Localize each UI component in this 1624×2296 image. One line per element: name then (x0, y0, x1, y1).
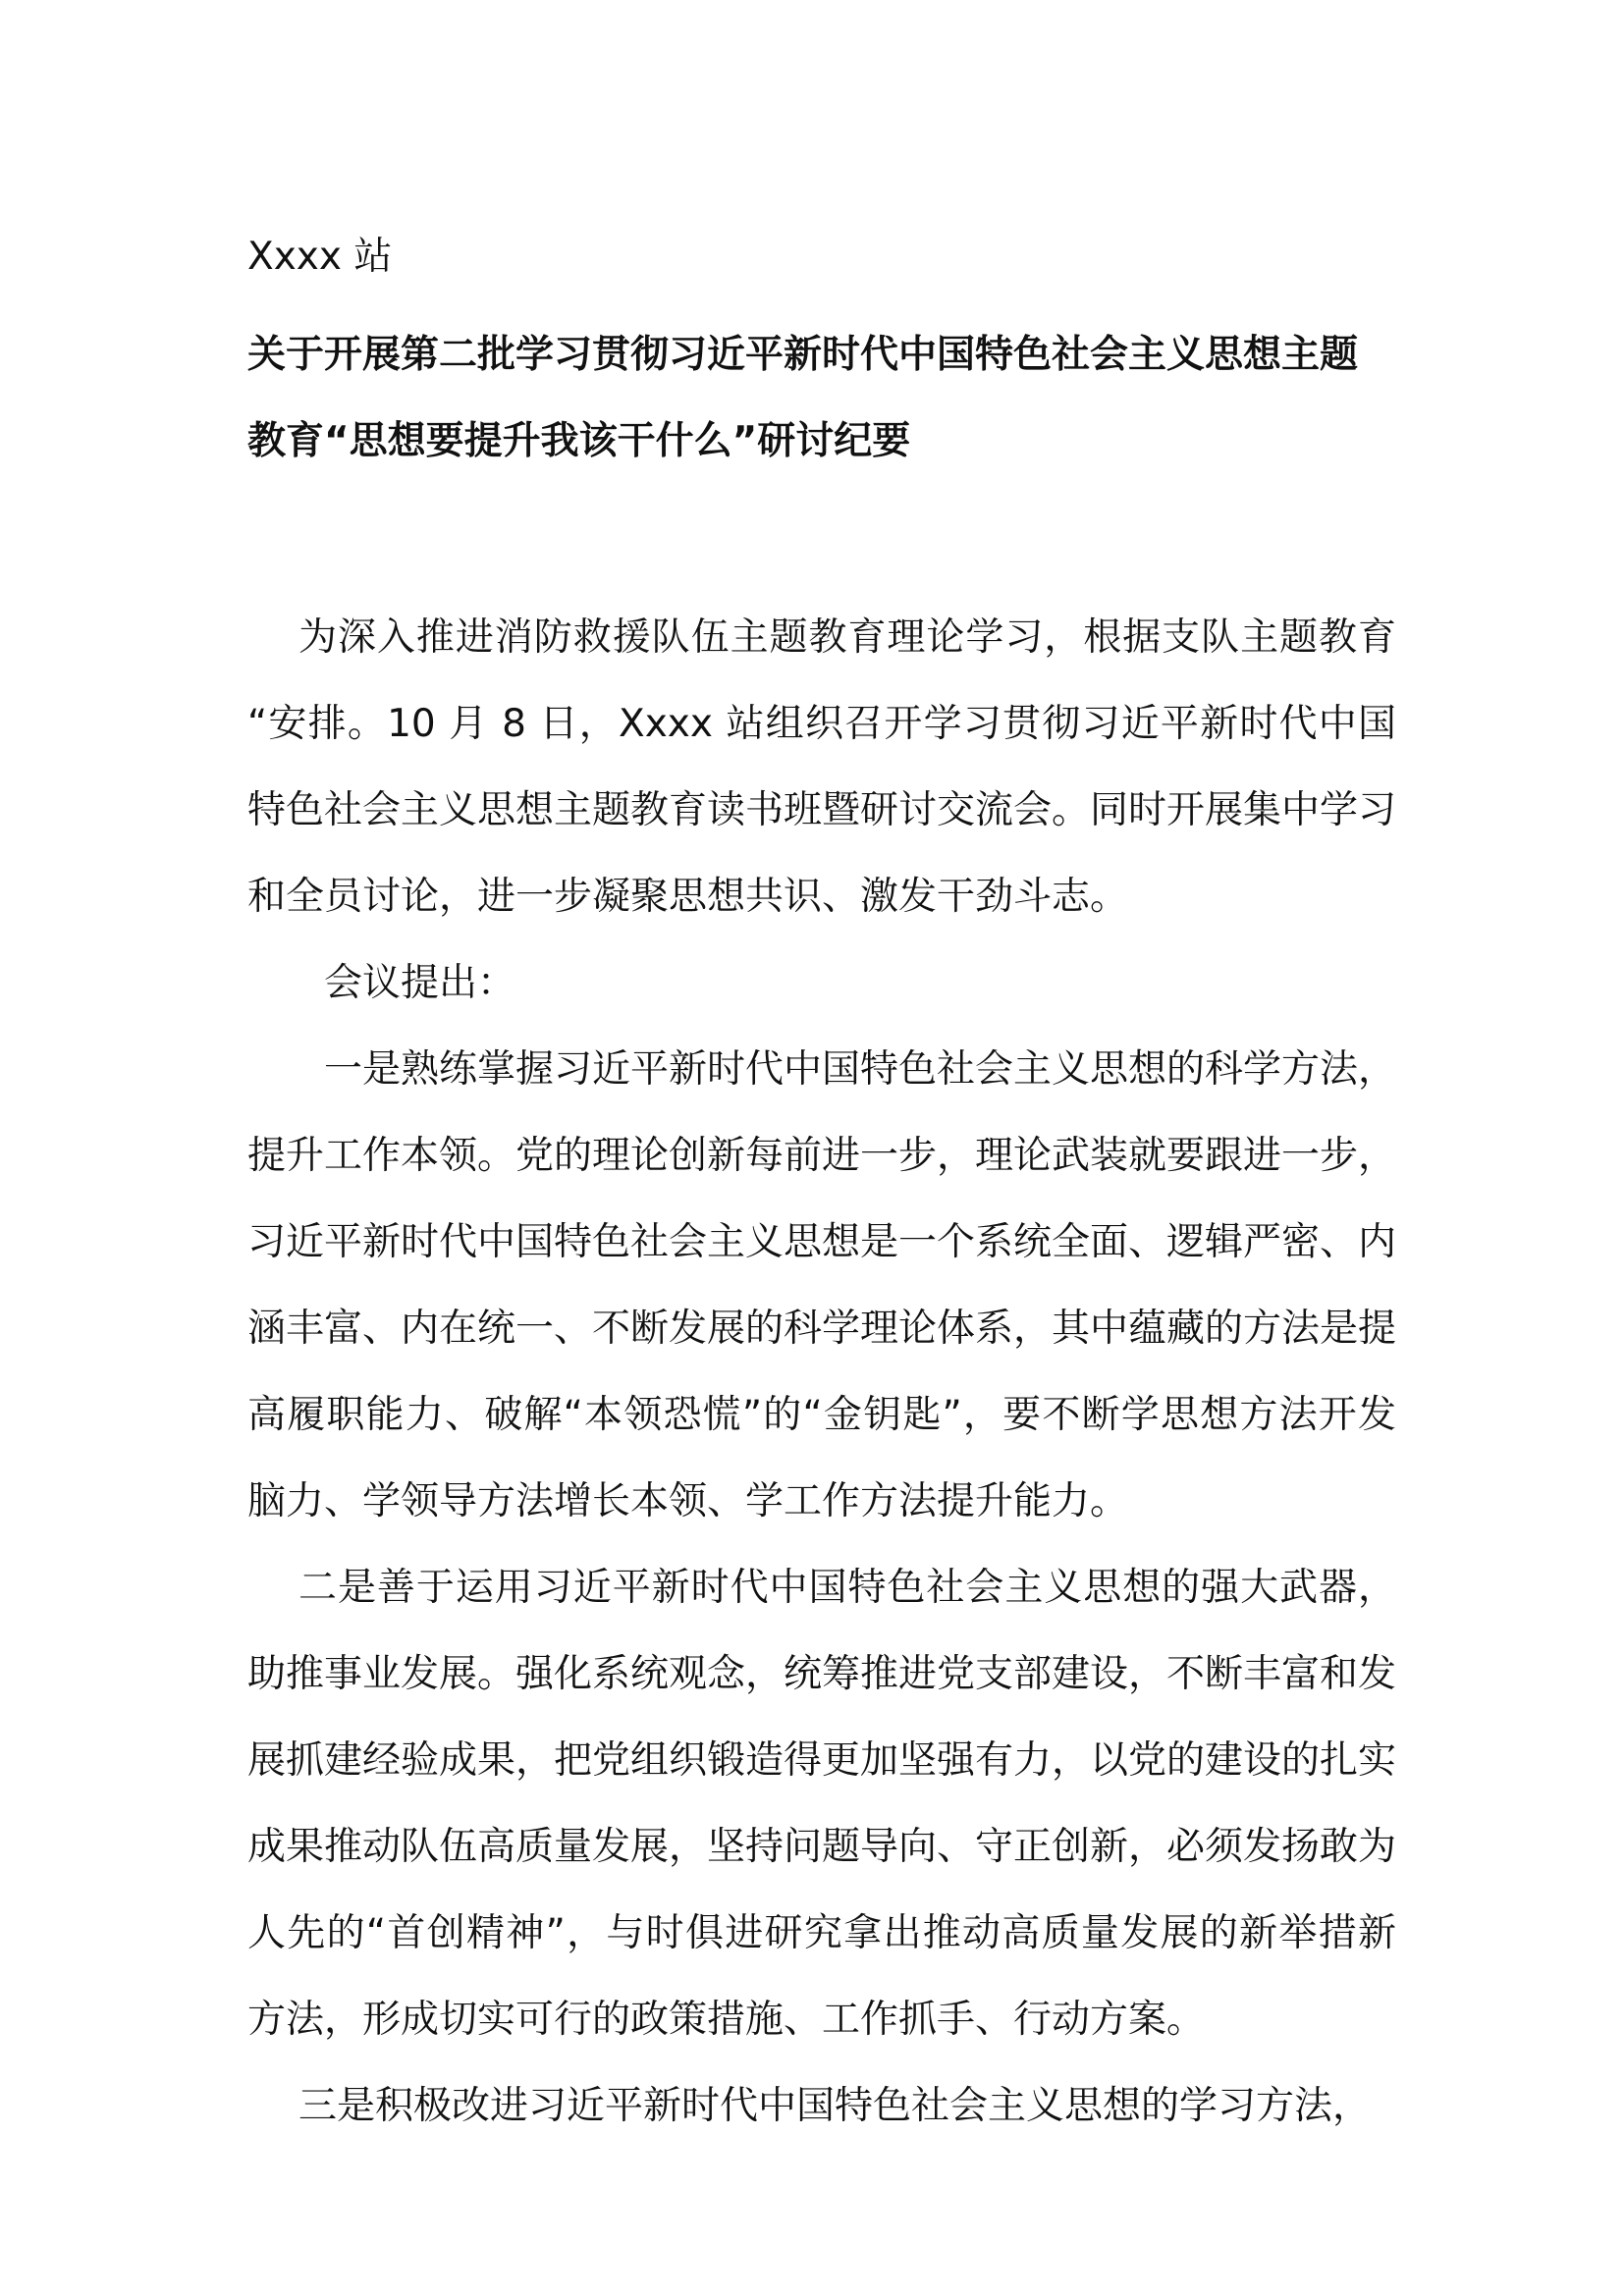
point-two-paragraph: 二是善于运用习近平新时代中国特色社会主义思想的强大武器，助推事业发展。强化系统观念，统筹推进党支部建设，不断丰富和发展抓建经验成果，把党组织锻造得更加坚强有力，以党的建设的扎实成果推动队伍高质量发展，坚持问题导向、守正创新，必须发扬敢为人先的“首创精神”，与时俱进研究拿出推动高质量发展的新举措新方法，形成切实可行的政策措施、工作抓手、行动方案。 (247, 1566, 1397, 2042)
station-name: Xxxx 站 (247, 235, 393, 279)
meeting-statement: 会议提出： (324, 961, 516, 1005)
intro-paragraph: 为深入推进消防救援队伍主题教育理论学习，根据支队主题教育 “安排。10 月 8 日，Xxxx 站组织召开学习贯彻习近平新时代中国特色社会主义思想主题教育读书班暨研讨交流会。同时开展集中学习和全员讨论，进一步凝聚思想共识、激发干劲斗志。 (247, 615, 1397, 919)
point-one-paragraph: 一是熟练掌握习近平新时代中国特色社会主义思想的科学方法，提升工作本领。党的理论创新每前进一步，理论武装就要跟进一步，习近平新时代中国特色社会主义思想是一个系统全面、逻辑严密、内涵丰富、内在统一、不断发展的科学理论体系，其中蕴藏的方法是提高履职能力、破解“本领恐慌”的“金钥匙”，要不断学思想方法开发脑力、学领导方法增长本领、学工作方法提升能力。 (247, 1047, 1397, 1523)
point-three-paragraph: 三是积极改进习近平新时代中国特色社会主义思想的学习方法， (298, 2084, 1372, 2128)
document-title-line-2: 教育“思想要提升我该干什么”研讨纪要 (247, 419, 911, 463)
document-page (247, 228, 1396, 2150)
document-title-line-1: 关于开展第二批学习贯彻习近平新时代中国特色社会主义思想主题 (247, 333, 1359, 377)
title-spacing (247, 485, 1396, 595)
